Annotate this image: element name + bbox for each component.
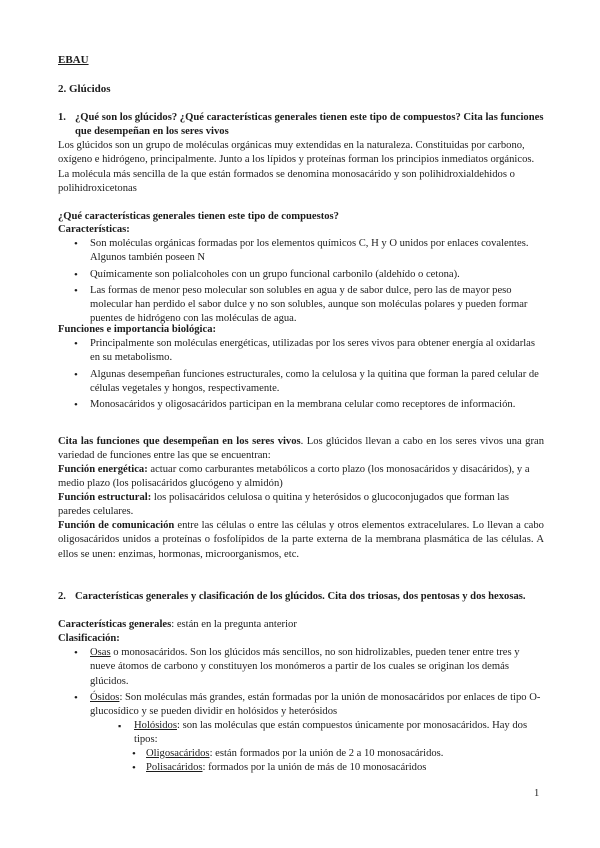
question-1-answer: Los glúcidos son un grupo de moléculas orgánicas muy extendidas en la naturaleza. Constituidas por carbono, oxígeno e hidrógeno, principalmente. Junto a los lípidos y proteínas forman los principios inmediatos orgánicos. La molécula más sencilla de la que están formados se denomina monosacárido y son polihidroxialdehidos o polihidroxicetonas: [58, 140, 535, 194]
question-2-heading: [58, 590, 544, 604]
list-item-osas: [58, 646, 544, 689]
section-title: 2. Glúcidos: [58, 83, 111, 95]
question-2-title: Características generales y clasificación de los glúcidos. Cita dos triosas, dos pentosas y dos hexosas.: [75, 591, 526, 602]
functions-list: [58, 337, 544, 412]
list-item: • Principalmente son moléculas energéticas, utilizadas por los seres vivos para obtener energía al oxidarlas en su metabolismo.: [58, 337, 544, 366]
question-1-number: 1.: [58, 112, 66, 123]
exam-label: EBAU: [58, 54, 89, 66]
oligo-label: Oligosacáridos: [146, 748, 210, 759]
list-item-osidos: [58, 691, 544, 720]
classification-list: [58, 646, 544, 719]
oligo-text: : están formados por la unión de 2 a 10 monosacáridos.: [209, 748, 444, 759]
holosidos-label: Holósidos: [134, 720, 177, 731]
functions-list-wrap: [58, 337, 544, 414]
list-item: • Químicamente son polialcoholes con un grupo funcional carbonilo (aldehído o cetona).: [58, 268, 544, 282]
communication-function: [58, 519, 544, 562]
general-characteristics: [58, 618, 544, 632]
energetic-text: actuar como carburantes metabólicos a corto plazo (los monosacáridos y disacáridos), y a medio plazo (los polisacáridos glucógeno y almidón): [58, 464, 530, 490]
characteristics-list-wrap: [58, 237, 544, 329]
holosidos-wrap: [58, 719, 544, 748]
general-text: : están en la pregunta anterior: [171, 619, 297, 630]
roles-paragraph: [58, 435, 544, 464]
list-item-holosidos: [118, 719, 544, 748]
structural-text: los polisacáridos celulosa o quitina y heterósidos o glucoconjugados que forman las paredes celulares.: [58, 492, 510, 518]
energetic-label: Función energética:: [58, 464, 148, 475]
classification-list-wrap: [58, 646, 544, 721]
energetic-function: [58, 463, 544, 492]
structural-label: Función estructural:: [58, 492, 152, 503]
poli-text: : formados por la unión de más de 10 monosacáridos: [202, 762, 427, 774]
holosidos-types-wrap: [58, 747, 544, 776]
communication-label: Función de comunicación: [58, 520, 175, 531]
list-item: • Las formas de menor peso molecular son solubles en agua y de sabor dulce, pero las de mayor peso molecular han perdido el sabor dulce y no son solubles, aunque son moléculas polares y pueden formar puentes de hidrógeno con las moléculas de agua.: [58, 284, 544, 327]
question-1-heading: [58, 111, 544, 140]
osas-text: o monosacáridos. Son los glúcidos más sencillos, no son hidrolizables, pueden tener entre tres y nueve átomos de carbono y constituyen los monómeros a partir de los cuales se originan los demás glúcidos.: [90, 647, 520, 687]
question-2-number: 2.: [58, 591, 66, 602]
classification-heading: Clasificación:: [58, 633, 120, 644]
poli-label: Polisacáridos: [146, 762, 203, 774]
communication-text: entre las células o entre las células y otros elementos extracelulares. Lo llevan a cabo oligosacáridos unidos a proteínas o fosfolípidos de la parte externa de la membrana plasmática de las células. A ellos se unen: enzimas, hormonas, microorganismos, etc.: [58, 520, 544, 560]
characteristics-question: ¿Qué características generales tienen este tipo de compuestos?: [58, 211, 339, 222]
characteristics-heading: Características:: [58, 224, 130, 235]
list-item: • Monosacáridos y oligosacáridos participan en la membrana celular como receptores de información.: [58, 398, 544, 412]
functions-heading: Funciones e importancia biológica:: [58, 324, 217, 335]
roles-question: Cita las funciones que desempeñan en los seres vivos: [58, 436, 301, 447]
general-label: Características generales: [58, 619, 172, 630]
holosidos-types-list: [132, 747, 544, 776]
list-item: • Son moléculas orgánicas formadas por los elementos químicos C, H y O unidos por enlaces covalentes. Algunos también poseen N: [58, 237, 544, 266]
roles-intro: . Los glúcidos llevan a cabo en los seres vivos una gran variedad de funciones entre las que se encuentran:: [58, 436, 544, 462]
osidos-label: Ósidos: [90, 691, 120, 703]
osas-label: Osas: [90, 647, 111, 658]
structural-function: [58, 491, 544, 520]
page-number: 1: [534, 788, 540, 799]
characteristics-list: [58, 237, 544, 327]
list-item: • Algunas desempeñan funciones estructurales, como la celulosa y la quitina que forman la pared celular de células vegetales y hongos, respectivamente.: [58, 368, 544, 397]
question-1-title: ¿Qué son los glúcidos? ¿Qué características generales tienen este tipo de compuestos? Cita las funciones que desempeñan en los seres vivos: [75, 112, 544, 138]
holosidos-list: [118, 719, 544, 748]
holosidos-text: : son las moléculas que están compuestos únicamente por monosacáridos. Hay dos tipos:: [134, 720, 528, 746]
list-item-oligosacaridos: [132, 747, 544, 761]
osidos-text: : Son moléculas más grandes, están formadas por la unión de monosacáridos por enlaces de tipo O-glucosídico y se pueden dividir en holósidos y heterósidos: [90, 691, 541, 718]
list-item-polisacaridos: [132, 761, 544, 775]
